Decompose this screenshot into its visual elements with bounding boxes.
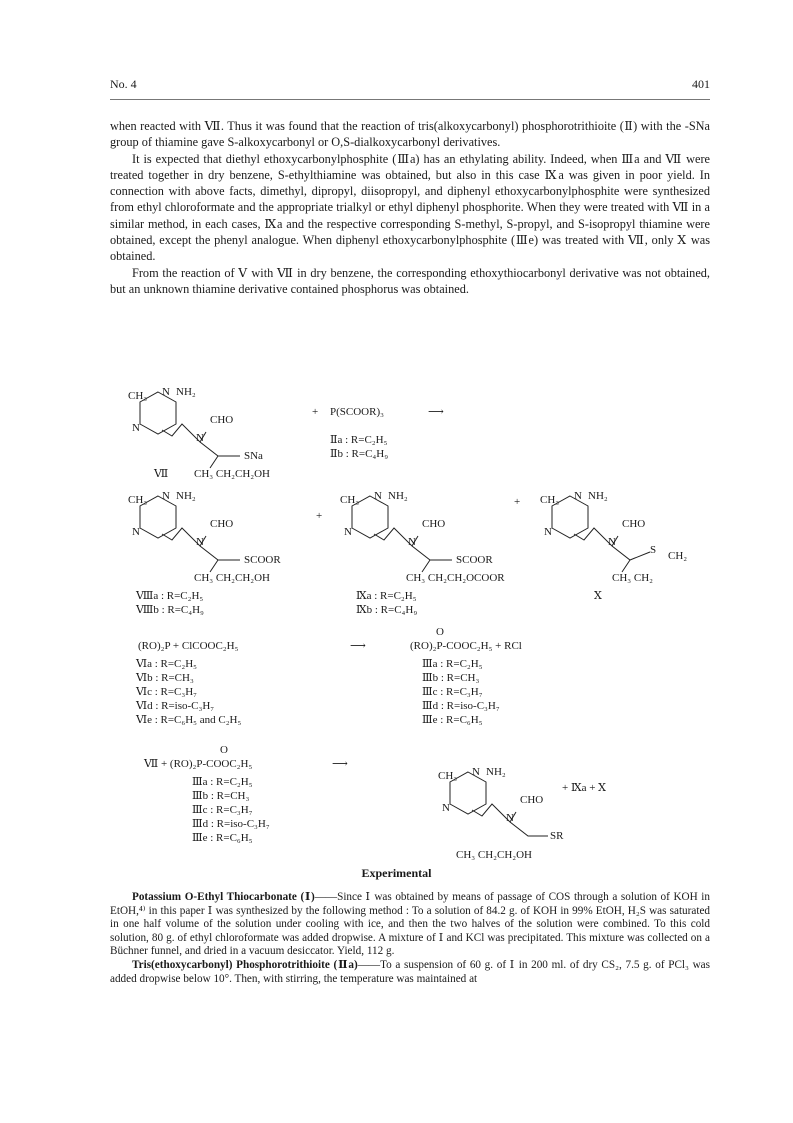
plus-sign: + — [312, 406, 319, 418]
experimental-paragraph — [110, 959, 710, 986]
formula-n: N — [162, 490, 170, 502]
equation-products: (RO)₂P-COOC₂H₅ + RCl — [410, 640, 522, 652]
formula-ch2: CH₂ — [668, 550, 688, 562]
formula-n: N — [442, 802, 450, 814]
series-entry: Ⅸb : R=C₄H₉ — [356, 604, 418, 616]
formula-ch3: CH₃ — [540, 494, 560, 506]
formula-cho: CHO — [622, 518, 646, 530]
series-entry: Ⅱa : R=C₂H₅ — [330, 434, 388, 446]
formula-nh2: NH₂ — [176, 490, 196, 502]
compound-heading: Potassium O-Ethyl Thiocarbonate (Ⅰ) — [132, 891, 315, 903]
reaction-arrow: ⟶ — [428, 406, 444, 418]
compound-heading: Tris(ethoxycarbonyl) Phosphorotrithioite (Ⅱa) — [132, 958, 358, 971]
formula-scoor: SCOOR — [456, 554, 493, 566]
series-entry: Ⅷa : R=C₂H₅ — [136, 590, 204, 602]
reaction-arrow: ⟶ — [332, 758, 348, 770]
formula-nh2: NH₂ — [486, 766, 506, 778]
reagent: P(SCOOR)₃ — [330, 406, 384, 418]
formula-sna: SNa — [244, 450, 263, 462]
experimental-text — [110, 891, 710, 986]
header-rule — [110, 99, 710, 100]
paragraph: From the reaction of Ⅴ with Ⅶ in dry benzene, the corresponding ethoxythiocarbonyl derivative was not obtained, but an unknown thiamine derivative contained phosphorus was obtained. — [110, 265, 710, 296]
formula-n: N — [608, 536, 616, 548]
reaction-arrow: ⟶ — [350, 640, 366, 652]
formula-n: N — [196, 536, 204, 548]
formula-substituents: CH₃ CH₂CH₂OH — [456, 849, 532, 861]
formula-n: N — [506, 812, 514, 824]
paragraph: It is expected that diethyl ethoxycarbonylphosphite (Ⅲa) has an ethylating ability. Indeed, when Ⅲa and Ⅶ were treated together in dry benzene, S-ethylthiamine was obtained, but also in this case Ⅸa was given in poor yield. In connection with above facts, dimethyl, dipropyl, diisopropyl, and diphenyl ethoxycarbonylphosphite were synthesized from ethyl chloroformate and the appropriate trialkyl or ethyl diphenyl phosphorite. When they were treated with Ⅶ in a similar method, in each cases, Ⅸa and the respective corresponding S-methyl, S-propyl, and S-isopropyl thiamine were obtained, except the phenyl analogue. When diphenyl ethoxycarbonylphosphite (Ⅲe) was treated with Ⅶ, only Ⅹ was obtained. — [110, 151, 710, 264]
paragraph-body: ——Since Ⅰ was obtained by means of passage of COS through a solution of KOH in EtOH,⁴⁾ in this paper Ⅰ was synthesized by the following method : To a solution of 84.2 g. of KOH in 99% EtOH, H₂S was saturated in one half volume of the solution under cooling with ice, and then the two halves of the solution were combined. To this cold solution, 80 g. of ethyl chloroformate was added dropwise. A mixture of Ⅰ and KCl was precipitated. This mixture was collected on a Büchner funnel, and dried in a vacuum desiccator. Yield, 112 g. — [110, 891, 710, 958]
formula-ch3: CH₃ — [128, 390, 148, 402]
running-header — [110, 77, 710, 97]
thiamine-chain — [374, 528, 452, 572]
series-entry: Ⅲb : R=CH₃ — [422, 672, 480, 684]
journal-issue: No. 4 — [110, 77, 137, 91]
series-entry: Ⅵb : R=CH₃ — [136, 672, 194, 684]
formula-n: N — [574, 490, 582, 502]
formula-n: N — [472, 766, 480, 778]
formula-n: N — [408, 536, 416, 548]
series-entry: Ⅲe : R=C₆H₅ — [422, 714, 483, 726]
equation-reactants: (RO)₂P + ClCOOC₂H₅ — [138, 640, 239, 652]
series-entry: Ⅵd : R=iso-C₃H₇ — [136, 700, 215, 712]
formula-o: O — [220, 744, 228, 756]
formula-n: N — [196, 432, 204, 444]
series-entry: Ⅵa : R=C₂H₅ — [136, 658, 197, 670]
formula-ch3: CH₃ — [128, 494, 148, 506]
formula-substituents: CH₃ CH₂CH₂OH — [194, 572, 270, 584]
formula-cho: CHO — [422, 518, 446, 530]
body-text — [110, 118, 710, 297]
plus-sign: + — [514, 496, 521, 508]
series-entry: Ⅵe : R=C₆H₅ and C₂H₅ — [136, 714, 242, 726]
series-entry: Ⅲc : R=C₃H₇ — [192, 804, 253, 816]
thiamine-chain — [162, 424, 240, 468]
plus-sign: + — [316, 510, 323, 522]
series-entry: Ⅲe : R=C₆H₅ — [192, 832, 253, 844]
compound-label: Ⅹ — [594, 590, 602, 602]
paragraph: when reacted with Ⅶ. Thus it was found that the reaction of tris(alkoxycarbonyl) phosphorotrithioite (Ⅱ) with the -SNa group of thiamine gave S-alkoxycarbonyl or O,S-dialkoxycarbonyl derivatives. — [110, 119, 710, 150]
formula-sr: SR — [550, 830, 564, 842]
series-entry: Ⅱb : R=C₄H₉ — [330, 448, 389, 460]
formula-s: S — [650, 544, 657, 556]
equation-products: + Ⅸa + Ⅹ — [562, 782, 606, 794]
formula-substituents: CH₃ CH₂CH₂OCOOR — [406, 572, 505, 584]
formula-substituents: CH₃ CH₂ — [612, 572, 653, 584]
series-entry: Ⅲa : R=C₂H₅ — [192, 776, 253, 788]
series-entry: Ⅷb : R=C₄H₉ — [136, 604, 204, 616]
experimental-paragraph — [110, 891, 710, 959]
series-entry: Ⅵc : R=C₃H₇ — [136, 686, 197, 698]
compound-label: Ⅶ — [154, 468, 169, 480]
formula-nh2: NH₂ — [588, 490, 608, 502]
formula-n: N — [162, 386, 170, 398]
equation-reactants: Ⅶ + (RO)₂P-COOC₂H₅ — [144, 758, 253, 770]
formula-n: N — [132, 526, 140, 538]
formula-scoor: SCOOR — [244, 554, 281, 566]
series-entry: Ⅲd : R=iso-C₃H₇ — [422, 700, 500, 712]
series-entry: Ⅸa : R=C₂H₅ — [356, 590, 417, 602]
formula-n: N — [344, 526, 352, 538]
formula-o: O — [436, 626, 444, 638]
reaction-scheme — [110, 384, 710, 854]
series-entry: Ⅲb : R=CH₃ — [192, 790, 250, 802]
page-number: 401 — [692, 77, 710, 91]
thiamine-chain — [574, 528, 650, 572]
thiamine-chain — [162, 528, 240, 572]
formula-cho: CHO — [520, 794, 544, 806]
section-title: Experimental — [361, 866, 432, 880]
formula-ch3: CH₃ — [438, 770, 458, 782]
formula-nh2: NH₂ — [388, 490, 408, 502]
formula-substituents: CH₃ CH₂CH₂OH — [194, 468, 270, 480]
formula-nh2: NH₂ — [176, 386, 196, 398]
formula-n: N — [374, 490, 382, 502]
paragraph-body: ——To a suspension of 60 g. of Ⅰ in 200 ml. of dry CS₂, 7.5 g. of PCl₃ was added dropwise below 10°. Then, with stirring, the temperature was maintained at — [110, 958, 710, 985]
formula-ch3: CH₃ — [340, 494, 360, 506]
series-entry: Ⅲc : R=C₃H₇ — [422, 686, 483, 698]
formula-n: N — [544, 526, 552, 538]
formula-cho: CHO — [210, 518, 234, 530]
formula-n: N — [132, 422, 140, 434]
series-entry: Ⅲd : R=iso-C₃H₇ — [192, 818, 270, 830]
formula-cho: CHO — [210, 414, 234, 426]
series-entry: Ⅲa : R=C₂H₅ — [422, 658, 483, 670]
